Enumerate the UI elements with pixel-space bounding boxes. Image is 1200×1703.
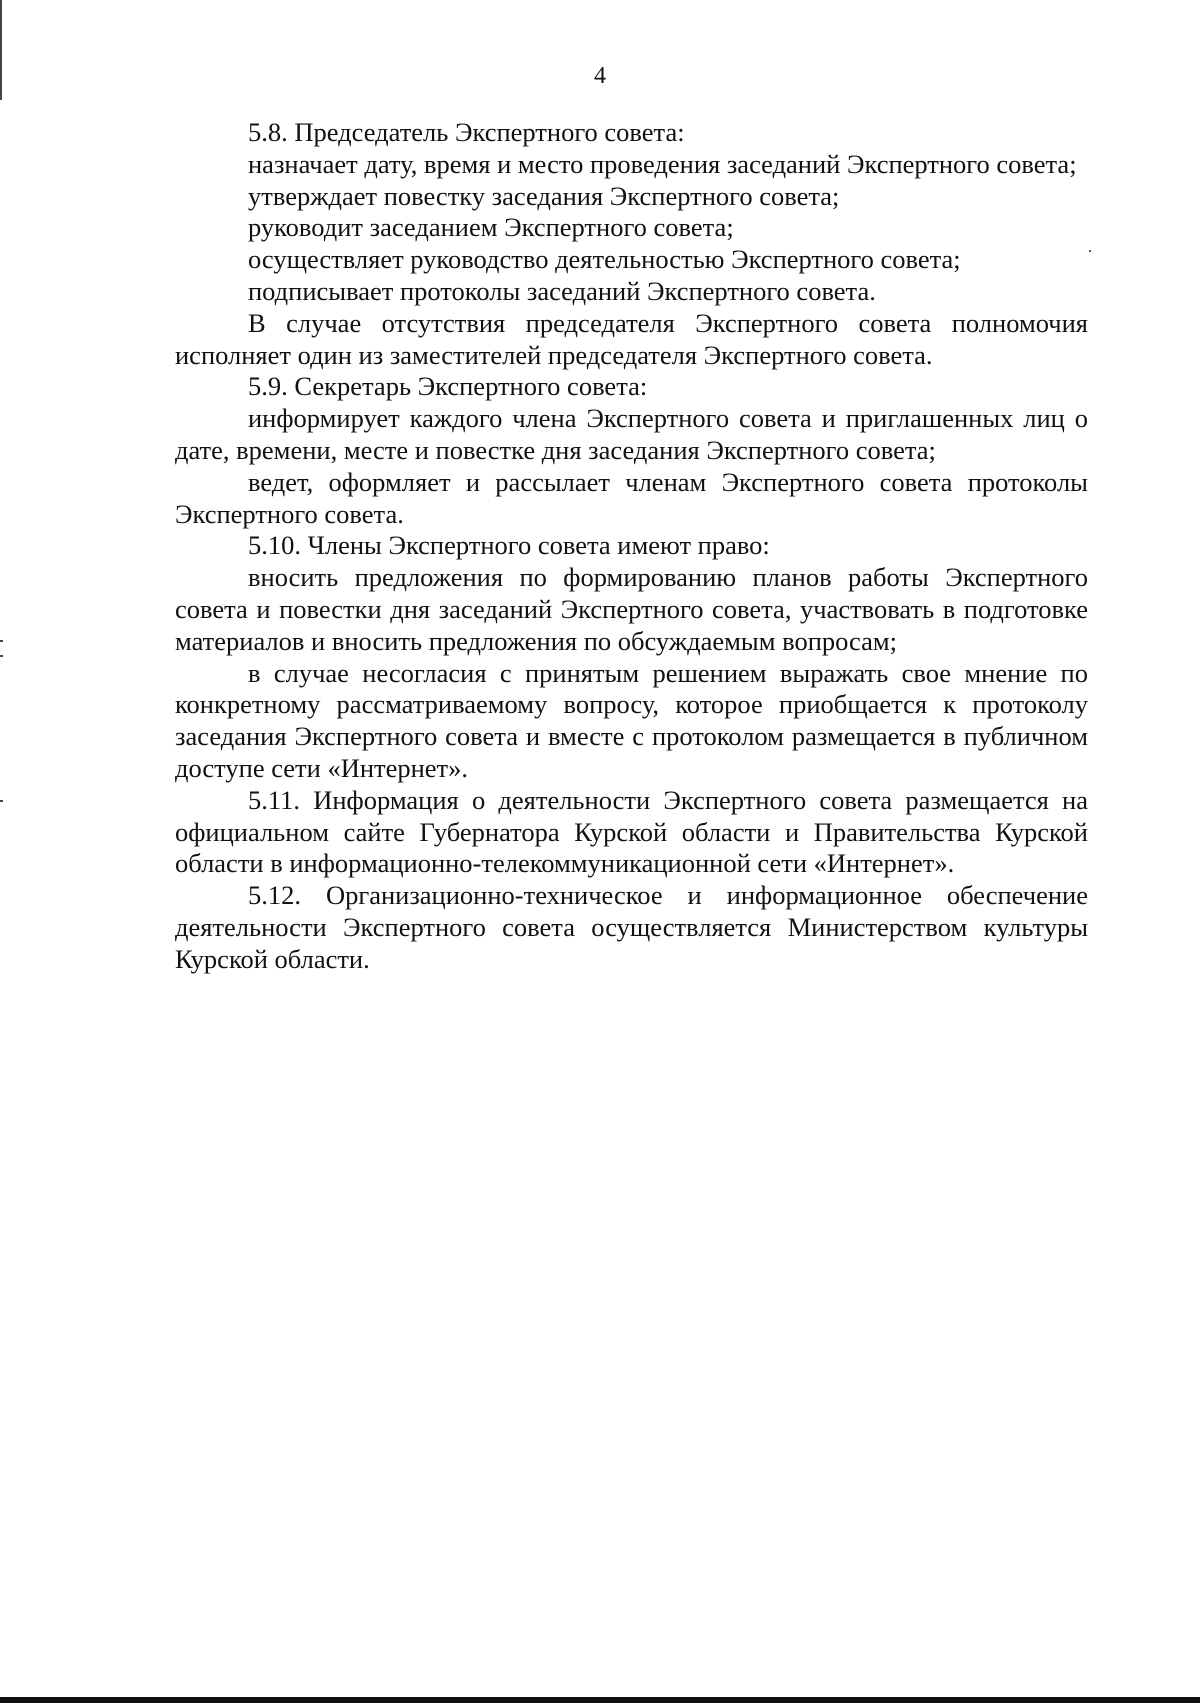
- scan-edge-mark: [0, 655, 3, 657]
- paragraph-members-propose: вносить предложения по формированию планов работы Экспертного совета и повестки дня заседаний Экспертного совета, участвовать в подготовке материалов и вносить предложения по обсуждаемым вопросам;: [175, 562, 1088, 656]
- scan-edge-mark: [0, 640, 3, 642]
- paragraph-chair-manages: осуществляет руководство деятельностью Экспертного совета;: [248, 244, 961, 275]
- paragraph-chair-sets-date: назначает дату, время и место проведения заседаний Экспертного совета;: [248, 148, 1077, 179]
- paragraph-5-9-heading: 5.9. Секретарь Экспертного совета:: [248, 371, 648, 402]
- scan-speck: [1089, 250, 1091, 252]
- paragraph-5-12: 5.12. Организационно-техническое и информационное обеспечение деятельности Экспертного совета осуществляется Министерством культуры Курской области.: [175, 880, 1088, 974]
- scan-bottom-edge: [0, 1697, 1200, 1703]
- paragraph-chair-absence: В случае отсутствия председателя Экспертного совета полномочия исполняет один из заместителей председателя Экспертного совета.: [175, 307, 1088, 370]
- document-body: [175, 117, 1088, 976]
- page-number: 4: [594, 63, 606, 89]
- paragraph-5-11: 5.11. Информация о деятельности Экспертного совета размещается на официальном сайте Губернатора Курской области и Правительства Курской области в информационно-телекоммуникационной сети «Интернет».: [175, 784, 1088, 879]
- paragraph-secretary-informs: информирует каждого члена Экспертного совета и приглашенных лиц о дате, времени, месте и повестке дня заседания Экспертного совета;: [175, 403, 1088, 465]
- paragraph-secretary-protocols: ведет, оформляет и рассылает членам Экспертного совета протоколы Экспертного совета.: [175, 466, 1088, 529]
- scan-edge-mark: [0, 800, 3, 802]
- paragraph-5-8-heading: 5.8. Председатель Экспертного совета:: [248, 117, 685, 147]
- paragraph-chair-approves-agenda: утверждает повестку заседания Экспертного совета;: [248, 180, 840, 211]
- paragraph-chair-signs: подписывает протоколы заседаний Экспертного совета.: [248, 275, 876, 306]
- paragraph-5-10-heading: 5.10. Члены Экспертного совета имеют право:: [248, 530, 770, 561]
- paragraph-chair-leads-meeting: руководит заседанием Экспертного совета;: [248, 212, 734, 243]
- paragraph-members-dissent: в случае несогласия с принятым решением выражать свое мнение по конкретному рассматриваемому вопросу, которое приобщается к протоколу заседания Экспертного совета и вместе с протоколом размещается в публичном доступе сети «Интернет».: [175, 657, 1088, 783]
